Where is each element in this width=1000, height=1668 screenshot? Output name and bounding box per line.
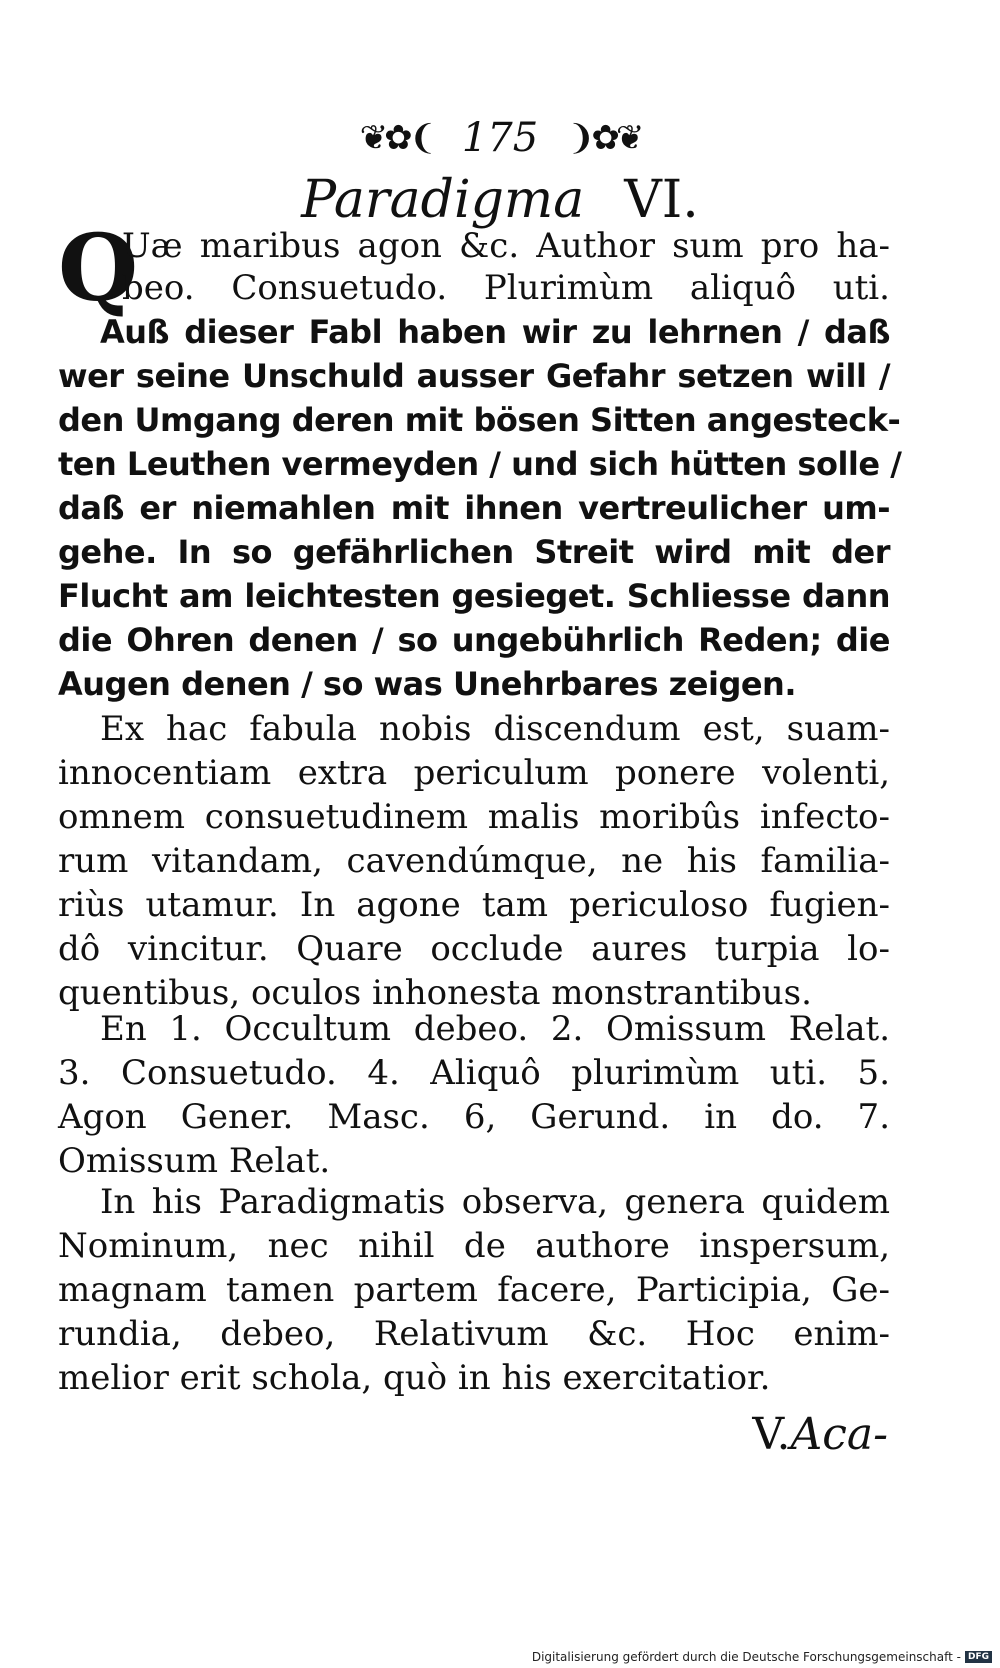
right-ornament-icon: ❩✿❦ (566, 118, 641, 158)
text-line: die Ohren denen / so ungebührlich Reden; die (58, 621, 890, 659)
text-line: innocentiam extra periculum ponere volenti, (58, 753, 890, 793)
text-line: quentibus, oculos inhonesta monstrantibus. (58, 973, 812, 1013)
text-line: Uæ maribus agon &c. Author sum pro ha- (122, 226, 890, 266)
closing-paragraph (58, 1180, 890, 1400)
text-line: riùs utamur. In agone tam periculoso fugien- (58, 885, 890, 925)
catchword-word: Aca- (790, 1409, 888, 1460)
text-line: Flucht am leichtesten gesieget. Schliesse dann (58, 577, 890, 615)
text-line: beo. Consuetudo. Plurimùm aliquô uti. (122, 268, 890, 308)
latin-heading-block (58, 225, 890, 309)
text-line: Augen denen / so was Unehrbares zeigen. (58, 665, 796, 703)
text-line: rum vitandam, cavendúmque, ne his familia- (58, 841, 890, 881)
catchword (752, 1410, 888, 1460)
text-line: Nominum, nec nihil de authore inspersum, (58, 1226, 890, 1266)
text-line: 3. Consuetudo. 4. Aliquô plurimùm uti. 5. (58, 1053, 890, 1093)
digitization-footer (532, 1650, 992, 1664)
text-line: rundia, debeo, Relativum &c. Hoc enim- (58, 1314, 890, 1354)
german-paragraph (58, 310, 902, 706)
dfg-logo: DFG (965, 1651, 992, 1663)
text-line: dô vincitur. Quare occlude aures turpia lo- (58, 929, 890, 969)
footer-text: Digitalisierung gefördert durch die Deutsche Forschungsgemeinschaft - (531, 1650, 961, 1664)
title-numeral: VI. (624, 170, 699, 230)
page-header (0, 110, 1000, 163)
drop-cap: Q (58, 214, 139, 322)
text-line: den Umgang deren mit bösen Sitten angesteck- (58, 401, 901, 439)
text-line: melior erit schola, quò in his exercitatior. (58, 1358, 771, 1398)
text-line: gehe. In so gefährlichen Streit wird mit der (58, 533, 890, 571)
text-line: Omissum Relat. (58, 1141, 331, 1181)
left-ornament-icon: ❦✿❨ (359, 118, 434, 158)
page-number: 175 (461, 115, 539, 161)
text-line: wer seine Unschuld ausser Gefahr setzen will / (58, 357, 890, 395)
catchword-letter: V. (752, 1409, 791, 1460)
latin-paragraph (58, 707, 890, 1015)
text-line: ten Leuthen vermeyden / und sich hütten solle / (58, 445, 902, 483)
text-line: En 1. Occultum debeo. 2. Omissum Relat. (100, 1009, 890, 1049)
text-line: omnem consuetudinem malis moribûs infecto- (58, 797, 890, 837)
text-line: Agon Gener. Masc. 6, Gerund. in do. 7. (58, 1097, 890, 1137)
text-line: In his Paradigmatis observa, genera quidem (100, 1182, 890, 1222)
text-line: daß er niemahlen mit ihnen vertreulicher um- (58, 489, 890, 527)
grammar-notes (58, 1007, 890, 1183)
text-line: magnam tamen partem facere, Participia, Ge- (58, 1270, 890, 1310)
title-word: Paradigma (301, 170, 585, 230)
text-line: Auß dieser Fabl haben wir zu lehrnen / daß (100, 313, 890, 351)
text-line: Ex hac fabula nobis discendum est, suam- (100, 709, 890, 749)
